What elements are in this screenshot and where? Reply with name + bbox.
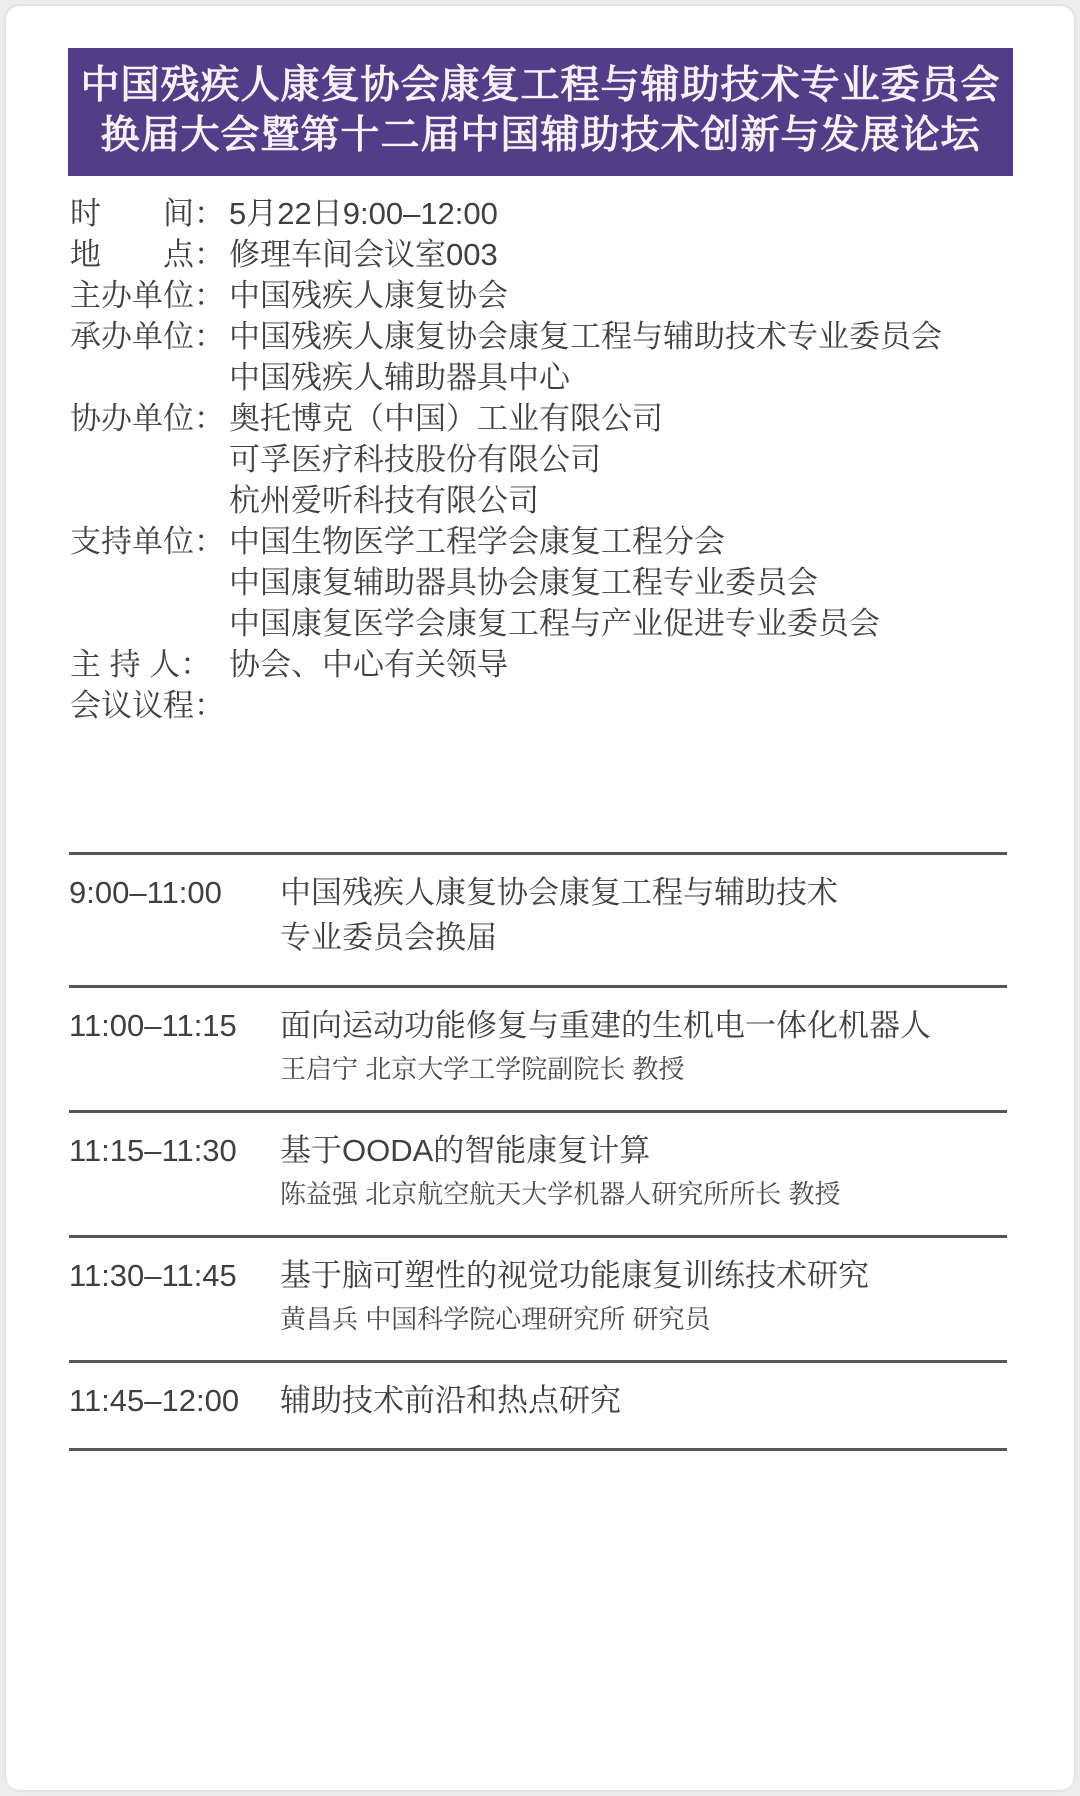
banner-title-line-1: 中国残疾人康复协会康复工程与辅助技术专业委员会 [80, 64, 1001, 107]
detail-value-line: 修理车间会议室003 [229, 237, 498, 272]
detail-label-location: 地 点： [70, 237, 225, 272]
detail-label-time: 时 间： [70, 196, 225, 231]
agenda-item-3 [69, 1110, 1007, 1235]
detail-value-location [229, 234, 1014, 275]
agenda-time: 11:00–11:15 [69, 1008, 237, 1043]
detail-value-coorganizer [229, 398, 1014, 521]
detail-row-supporter [70, 521, 1014, 644]
detail-value-line: 中国生物医学工程学会康复工程分会 [229, 524, 725, 559]
agenda-main-row [69, 1003, 1007, 1048]
agenda-main-row [69, 870, 1007, 960]
agenda-item-4 [69, 1235, 1007, 1360]
detail-row-host [70, 275, 1014, 316]
agenda-titles [280, 870, 1007, 960]
detail-label-coorganizer: 协办单位： [70, 401, 225, 436]
detail-value-line: 奥托博克（中国）工业有限公司 [229, 401, 663, 436]
agenda-time: 11:15–11:30 [69, 1133, 237, 1168]
detail-row-moderator [70, 644, 1014, 685]
detail-row-coorganizer [70, 398, 1014, 521]
detail-value-line: 中国康复医学会康复工程与产业促进专业委员会 [229, 606, 880, 641]
agenda-titles [280, 1378, 1007, 1423]
agenda-title-line: 专业委员会换届 [280, 920, 497, 955]
detail-value-line: 中国康复辅助器具协会康复工程专业委员会 [229, 565, 818, 600]
detail-value-time [229, 193, 1014, 234]
detail-value-host [229, 275, 1014, 316]
document-card [6, 6, 1074, 1790]
agenda-main-row [69, 1378, 1007, 1423]
agenda-main-row [69, 1253, 1007, 1298]
detail-row-agenda-heading [70, 685, 1014, 726]
agenda-titles [280, 1253, 1007, 1298]
banner-title-line-2: 换届大会暨第十二届中国辅助技术创新与发展论坛 [100, 114, 981, 157]
agenda-schedule-section [69, 852, 1007, 1451]
detail-row-location [70, 234, 1014, 275]
agenda-title-line: 基于脑可塑性的视觉功能康复训练技术研究 [280, 1258, 869, 1293]
agenda-item-1 [69, 852, 1007, 985]
agenda-title-line: 辅助技术前沿和热点研究 [280, 1383, 621, 1418]
detail-row-organizer [70, 316, 1014, 398]
agenda-title-line: 面向运动功能修复与重建的生机电一体化机器人 [280, 1008, 931, 1043]
agenda-speaker: 陈益强 北京航空航天大学机器人研究所所长 教授 [280, 1179, 841, 1209]
detail-label-moderator: 主 持 人： [70, 647, 212, 682]
detail-value-line: 中国残疾人辅助器具中心 [229, 360, 570, 395]
detail-label-organizer: 承办单位： [70, 319, 225, 354]
agenda-title-line: 基于OODA的智能康复计算 [280, 1133, 651, 1168]
detail-value-line: 协会、中心有关领导 [229, 647, 508, 682]
detail-value-moderator [229, 644, 1014, 685]
agenda-time: 11:45–12:00 [69, 1383, 240, 1418]
detail-value-line: 中国残疾人康复协会康复工程与辅助技术专业委员会 [229, 319, 942, 354]
agenda-item-2 [69, 985, 1007, 1110]
agenda-titles [280, 1003, 1007, 1048]
detail-row-time [70, 193, 1014, 234]
agenda-speaker: 黄昌兵 中国科学院心理研究所 研究员 [280, 1304, 711, 1334]
detail-value-line: 5月22日9:00–12:00 [229, 196, 498, 231]
agenda-titles [280, 1128, 1007, 1173]
agenda-time: 9:00–11:00 [69, 875, 222, 910]
detail-label-host: 主办单位： [70, 278, 225, 313]
detail-value-line: 杭州爱听科技有限公司 [229, 483, 539, 518]
detail-value-line: 可孚医疗科技股份有限公司 [229, 442, 601, 477]
agenda-time: 11:30–11:45 [69, 1258, 237, 1293]
agenda-title-line: 中国残疾人康复协会康复工程与辅助技术 [280, 875, 838, 910]
conference-title-banner [68, 48, 1013, 176]
detail-value-organizer [229, 316, 1014, 398]
agenda-main-row [69, 1128, 1007, 1173]
detail-value-line: 中国残疾人康复协会 [229, 278, 508, 313]
detail-label-supporter: 支持单位： [70, 524, 225, 559]
agenda-heading-label: 会议议程： [70, 688, 225, 723]
agenda-item-5 [69, 1360, 1007, 1451]
agenda-speaker: 王启宁 北京大学工学院副院长 教授 [280, 1054, 685, 1084]
meeting-details-section [70, 193, 1014, 726]
detail-value-supporter [229, 521, 1014, 644]
